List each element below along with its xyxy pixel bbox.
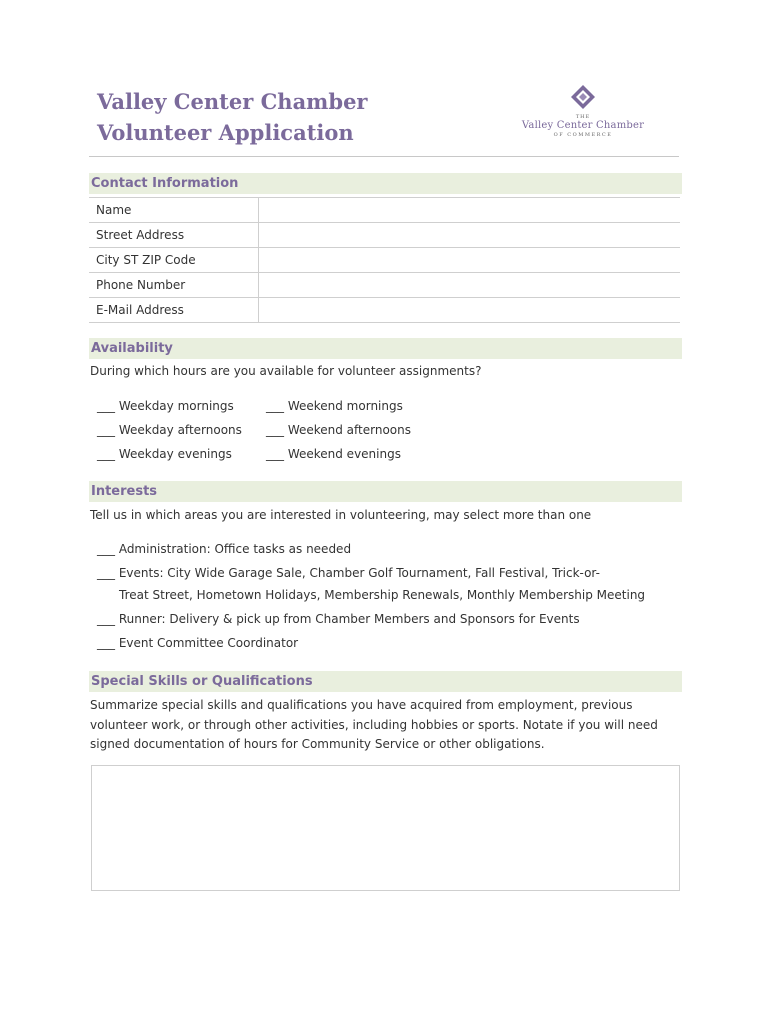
table-row — [89, 298, 680, 323]
header-divider — [89, 156, 679, 157]
logo-name-text: Valley Center Chamber — [521, 120, 645, 131]
skills-line-3: signed documentation of hours for Community Service or other obligations. — [90, 737, 545, 751]
availability-question: During which hours are you available for volunteer assignments? — [90, 364, 482, 378]
option-weekday-evenings[interactable]: ___ Weekday evenings — [97, 447, 232, 461]
skills-line-1: Summarize special skills and qualifications you have acquired from employment, previous — [90, 698, 633, 712]
chamber-logo — [506, 84, 660, 148]
contact-label-city: City ST ZIP Code — [89, 248, 259, 273]
street-address-field[interactable] — [259, 223, 681, 248]
interests-prompt: Tell us in which areas you are interested in volunteering, may select more than one — [90, 508, 592, 522]
section-heading-contact — [89, 173, 682, 194]
section-heading-availability-label: Availability — [91, 341, 173, 356]
logo-sub-text: OF COMMERCE — [553, 132, 613, 138]
section-heading-availability — [89, 338, 682, 359]
table-row — [89, 223, 680, 248]
skills-instructions — [90, 696, 680, 755]
option-weekend-afternoons[interactable]: ___ Weekend afternoons — [266, 423, 412, 437]
contact-label-phone: Phone Number — [89, 273, 259, 298]
table-row — [89, 273, 680, 298]
page-title — [97, 86, 368, 148]
title-line-1: Valley Center Chamber — [97, 89, 368, 114]
phone-number-field[interactable] — [259, 273, 681, 298]
option-weekend-mornings[interactable]: ___ Weekend mornings — [266, 399, 403, 413]
skills-line-2: volunteer work, or through other activities, including hobbies or sports. Notate if you will need — [90, 717, 658, 732]
option-administration[interactable]: ___ Administration: Office tasks as needed — [97, 542, 352, 556]
contact-table — [89, 197, 680, 323]
section-heading-skills-label: Special Skills or Qualifications — [91, 674, 313, 689]
contact-label-street: Street Address — [89, 223, 259, 248]
option-event-committee[interactable]: ___ Event Committee Coordinator — [97, 636, 299, 650]
title-line-2: Volunteer Application — [97, 120, 354, 145]
option-weekend-evenings[interactable]: ___ Weekend evenings — [266, 447, 401, 461]
table-row — [89, 198, 680, 223]
skills-textarea[interactable] — [91, 765, 680, 891]
table-row — [89, 248, 680, 273]
contact-label-email: E-Mail Address — [89, 298, 259, 323]
section-heading-interests-label: Interests — [91, 484, 158, 499]
name-field[interactable] — [259, 198, 681, 223]
option-events-continued: Treat Street, Hometown Holidays, Membership Renewals, Monthly Membership Meeting — [119, 588, 646, 602]
option-runner[interactable]: ___ Runner: Delivery & pick up from Chamber Members and Sponsors for Events — [97, 612, 580, 626]
section-heading-contact-label: Contact Information — [91, 176, 239, 191]
option-events[interactable]: ___ Events: City Wide Garage Sale, Chamber Golf Tournament, Fall Festival, Trick-or- — [97, 566, 600, 580]
section-heading-skills — [89, 671, 682, 692]
diamond-logo-icon — [568, 84, 598, 112]
contact-label-name: Name — [89, 198, 259, 223]
option-weekday-mornings[interactable]: ___ Weekday mornings — [97, 399, 234, 413]
option-weekday-afternoons[interactable]: ___ Weekday afternoons — [97, 423, 242, 437]
section-heading-interests — [89, 481, 682, 502]
city-st-zip-field[interactable] — [259, 248, 681, 273]
logo-the-text: THE — [575, 114, 591, 120]
email-field[interactable] — [259, 298, 681, 323]
